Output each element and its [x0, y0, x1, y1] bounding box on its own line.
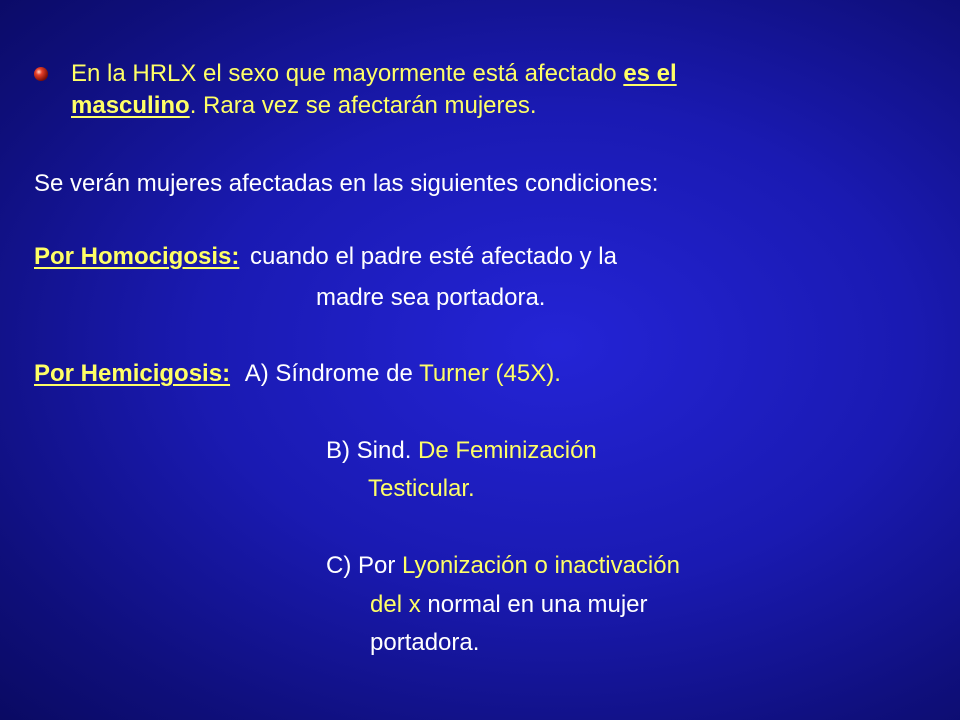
hemicigosis-a-pre: A) Síndrome de: [244, 360, 420, 387]
intro-text: Se verán mujeres afectadas en las siguientes condiciones:: [34, 170, 659, 197]
bullet-text-1: En la HRLX el sexo que mayormente está afectado: [71, 60, 624, 87]
hemicigosis-b-highlight-1: De Feminización: [418, 437, 597, 464]
bullet-line-1: [71, 60, 677, 88]
homocigosis-text-2: madre sea portadora.: [316, 284, 546, 311]
emphasis-es-el: es el: [623, 60, 677, 87]
red-sphere-bullet-icon: [33, 66, 49, 82]
hemicigosis-c-highlight: Lyonización o inactivación: [402, 552, 680, 579]
hemicigosis-label: Por Hemicigosis:: [34, 360, 231, 387]
hemicigosis-line: [34, 360, 561, 388]
hemicigosis-c-line-1: [326, 552, 680, 580]
bullet-text-2: . Rara vez se afectarán mujeres.: [189, 92, 537, 119]
hemicigosis-c-line-2: [370, 591, 647, 619]
hemicigosis-b-line-1: [326, 437, 597, 465]
homocigosis-line-1: [34, 243, 617, 271]
hemicigosis-c2-highlight: del x: [370, 591, 421, 618]
bullet-line-2: [71, 92, 537, 120]
hemicigosis-c-line-3: portadora.: [370, 629, 480, 656]
hemicigosis-c2-text: normal en una mujer: [420, 591, 648, 618]
homocigosis-label: Por Homocigosis:: [34, 243, 240, 270]
homocigosis-text-1: cuando el padre esté afectado y la: [250, 243, 617, 270]
hemicigosis-a-highlight: Turner (45X).: [419, 360, 561, 387]
emphasis-masculino: masculino: [71, 92, 190, 119]
hemicigosis-b-pre: B) Sind.: [326, 437, 419, 464]
hemicigosis-c-pre: C) Por: [326, 552, 403, 579]
hemicigosis-b-highlight-2: Testicular.: [368, 475, 475, 502]
